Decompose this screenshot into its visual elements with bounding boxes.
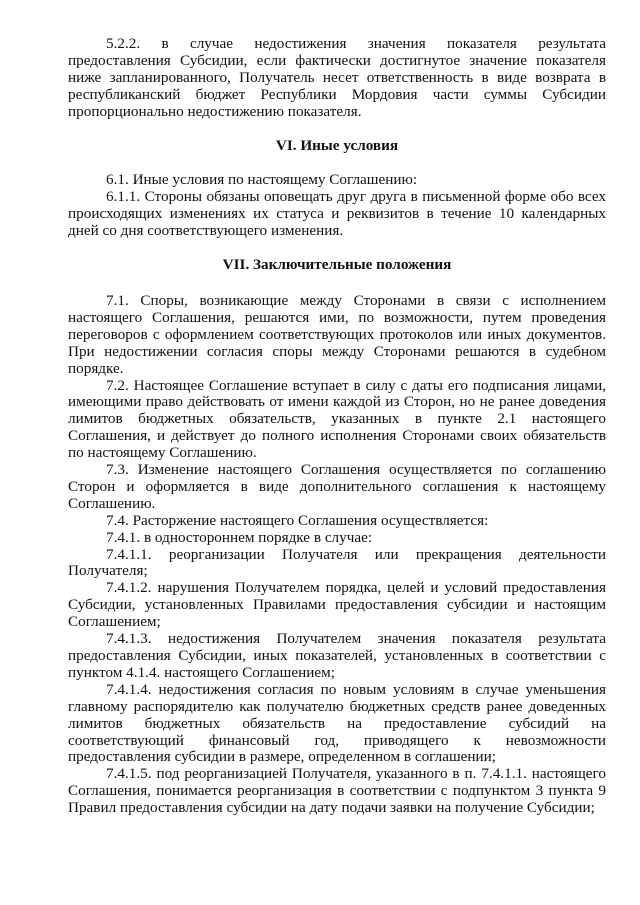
paragraph-7-4-1-4: 7.4.1.4. недостижения согласия по новым условиям в случае уменьшения главному распорядителю как получателю бюджетных средств ранее доведенных лимитов бюджетных обязательств на предоставление субсидий на соответствующий финансовый год, приводящего к невозможности предоставления субсидии в размере, определенном в соглашении; [68,680,606,766]
paragraph-7-4: 7.4. Расторжение настоящего Соглашения осуществляется: [106,511,489,529]
paragraph-7-4-1: 7.4.1. в одностороннем порядке в случае: [106,528,373,546]
paragraph-7-1: 7.1. Споры, возникающие между Сторонами в связи с исполнением настоящего Соглашения, решаются ими, по возможности, путем проведения переговоров с оформлением соответствующих протоколов или иных документов. При недостижении согласия споры между Сторонами решаются в судебном порядке. [68,291,606,377]
section-heading-vii: VII. Заключительные положения [222,256,452,274]
paragraph-7-4-1-2: 7.4.1.2. нарушения Получателем порядка, целей и условий предоставления Субсидии, установленных Правилами предоставления субсидии и настоящим Соглашением; [68,579,606,631]
paragraph-7-4-1-3: 7.4.1.3. недостижения Получателем значения показателя результата предоставления Субсидии, иных показателей, установленных в соответствии с пунктом 4.1.4. настоящего Соглашением; [68,630,606,681]
paragraph-7-3: 7.3. Изменение настоящего Соглашения осуществляется по соглашению Сторон и оформляется в виде дополнительного соглашения к настоящему Соглашению. [68,461,606,512]
section-heading-vi: VI. Иные условия [275,136,399,154]
paragraph-7-4-1-5: 7.4.1.5. под реорганизацией Получателя, указанного в п. 7.4.1.1. настоящего Соглашения, понимается реорганизация в соответствии с подпунктом 3 пункта 9 Правил предоставления субсидии на дату подачи заявки на получение Субсидии; [68,765,606,817]
paragraph-5-2-2: 5.2.2. в случае недостижения значения показателя результата предоставления Субсидии, если фактически достигнутое значение показателя ниже запланированного, Получатель несет ответственность в виде возврата в республиканский бюджет Республики Мордовия части суммы Субсидии пропорционально недостижению показателя. [68,35,606,120]
document-page [68,36,606,817]
paragraph-7-4-1-1: 7.4.1.1. реорганизации Получателя или прекращения деятельности Получателя; [68,545,606,580]
paragraph-6-1: 6.1. Иные условия по настоящему Соглашению: [106,171,418,189]
paragraph-6-1-1: 6.1.1. Стороны обязаны оповещать друг друга в письменной форме обо всех происходящих изменениях их статуса и реквизитов в течение 10 календарных дней со дня соответствующего изменения. [68,188,606,240]
paragraph-7-2: 7.2. Настоящее Соглашение вступает в силу с даты его подписания лицами, имеющими право действовать от имени каждой из Сторон, но не ранее доведения лимитов бюджетных обязательств, указанных в пункте 2.1 настоящего Соглашения, и действует до полного исполнения Сторонами своих обязательств по настоящему Соглашению. [68,376,606,462]
